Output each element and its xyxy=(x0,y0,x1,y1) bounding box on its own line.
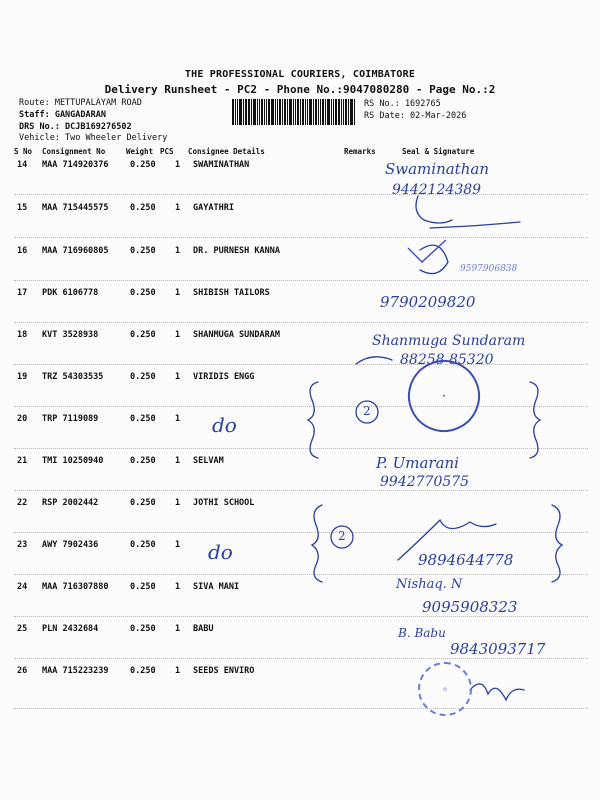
col-header-weight: Weight xyxy=(126,147,154,156)
circle-count: 2 xyxy=(363,404,371,418)
signature-phone: 9894644778 xyxy=(418,551,514,569)
row-pcs: 1 xyxy=(175,582,181,592)
row-consignment: MAA 714920376 xyxy=(42,160,109,170)
row-consignment: TRZ 54303535 xyxy=(42,372,104,382)
row-sno: 15 xyxy=(17,203,28,213)
vehicle-label: Vehicle: Two Wheeler Delivery xyxy=(19,133,168,143)
row-consignment: PDK 6106778 xyxy=(42,288,99,298)
row-pcs: 1 xyxy=(175,666,181,676)
row-weight: 0.250 xyxy=(130,246,156,256)
row-sno: 21 xyxy=(17,456,28,466)
signature-stroke xyxy=(416,196,520,228)
row-weight: 0.250 xyxy=(130,160,156,170)
row-pcs: 1 xyxy=(175,330,181,340)
row-weight: 0.250 xyxy=(130,414,156,424)
rs-date: RS Date: 02-Mar-2026 xyxy=(364,111,467,121)
row-consignee: GAYATHRI xyxy=(193,203,234,213)
row-sno: 20 xyxy=(17,414,28,424)
row-consignment: TRP 7119089 xyxy=(42,414,99,424)
row-sno: 17 xyxy=(17,288,28,298)
row-pcs: 1 xyxy=(175,288,181,298)
row-pcs: 1 xyxy=(175,624,181,634)
row-consignment: PLN 2432684 xyxy=(42,624,99,634)
row-pcs: 1 xyxy=(175,414,181,424)
row-weight: 0.250 xyxy=(130,624,156,634)
row-pcs: 1 xyxy=(175,372,181,382)
brace-right-mark xyxy=(552,505,562,582)
brace-left-mark xyxy=(312,505,322,582)
row-consignee: SEEDS ENVIRO xyxy=(193,666,255,676)
signature-phone: 9095908323 xyxy=(422,598,518,616)
signature-phone: 9942770575 xyxy=(380,474,470,490)
row-consignment: MAA 716307880 xyxy=(42,582,109,592)
runsheet-title: Delivery Runsheet - PC2 - Phone No.:9047080280 - Page No.:2 xyxy=(104,83,496,96)
circle-count: 2 xyxy=(338,529,346,543)
row-sno: 24 xyxy=(17,582,28,592)
signature-phone: 88258 85320 xyxy=(400,352,494,368)
row-sno: 26 xyxy=(17,666,28,676)
row-consignee: SHANMUGA SUNDARAM xyxy=(193,330,280,340)
row-weight: 0.250 xyxy=(130,540,156,550)
row-weight: 0.250 xyxy=(130,372,156,382)
col-header-consignee: Consignee Details xyxy=(188,147,265,156)
signature-phone: 9843093717 xyxy=(450,640,546,658)
col-header-remarks: Remarks xyxy=(344,147,376,156)
row-weight: 0.250 xyxy=(130,666,156,676)
signature-phone: 9790209820 xyxy=(380,293,476,311)
row-consignee: DR. PURNESH KANNA xyxy=(193,246,280,256)
signature-name: P. Umarani xyxy=(376,454,459,472)
row-consignee: SWAMINATHAN xyxy=(193,160,250,170)
row-consignment: TMI 10250940 xyxy=(42,456,104,466)
row-consignee: SELVAM xyxy=(193,456,224,466)
row-weight: 0.250 xyxy=(130,582,156,592)
signature-stroke xyxy=(470,684,524,700)
row-consignment: RSP 2002442 xyxy=(42,498,99,508)
row-consignee: SIVA MANI xyxy=(193,582,240,592)
row-consignment: KVT 3528938 xyxy=(42,330,99,340)
row-consignment: MAA 715223239 xyxy=(42,666,109,676)
signature-phone: 9442124389 xyxy=(392,182,482,198)
col-header-sno: S No xyxy=(14,147,33,156)
col-header-pcs: PCS xyxy=(160,147,174,156)
row-consignment: AWY 7902436 xyxy=(42,540,99,550)
ditto-mark: do xyxy=(208,540,233,564)
rs-number: RS No.: 1692765 xyxy=(364,99,441,109)
company-seal-stamp: ★ xyxy=(396,348,491,443)
row-sno: 23 xyxy=(17,540,28,550)
signature-name: Shanmuga Sundaram xyxy=(372,333,526,349)
signature-name: Nishaq. N xyxy=(396,577,463,592)
row-sno: 25 xyxy=(17,624,28,634)
row-weight: 0.250 xyxy=(130,498,156,508)
signature-name: B. Babu xyxy=(398,626,446,640)
tick-mark xyxy=(408,240,446,262)
row-consignee: JOTHI SCHOOL xyxy=(193,498,255,508)
ditto-mark: do xyxy=(212,413,237,437)
row-weight: 0.250 xyxy=(130,456,156,466)
row-weight: 0.250 xyxy=(130,330,156,340)
signature-name: Swaminathan xyxy=(385,160,489,178)
row-pcs: 1 xyxy=(175,203,181,213)
signature-stroke xyxy=(356,357,392,364)
row-consignee: SHIBISH TAILORS xyxy=(193,288,270,298)
row-pcs: 1 xyxy=(175,540,181,550)
signature-phone: 9597906838 xyxy=(460,264,518,274)
row-pcs: 1 xyxy=(175,160,181,170)
row-pcs: 1 xyxy=(175,246,181,256)
route-label: Route: METTUPALAYAM ROAD xyxy=(19,98,142,108)
row-sno: 16 xyxy=(17,246,28,256)
brace-right-mark xyxy=(530,382,540,458)
col-header-consignment: Consignment No xyxy=(42,147,106,156)
round-stamp: ◎ xyxy=(418,662,472,716)
company-title: THE PROFESSIONAL COURIERS, COIMBATORE xyxy=(184,69,416,80)
row-sno: 22 xyxy=(17,498,28,508)
row-consignment: MAA 715445575 xyxy=(42,203,109,213)
row-weight: 0.250 xyxy=(130,203,156,213)
row-consignee: VIRIDIS ENGG xyxy=(193,372,255,382)
drs-label: DRS No.: DCJB169276502 xyxy=(19,122,132,132)
row-consignee: BABU xyxy=(193,624,214,634)
row-sno: 19 xyxy=(17,372,28,382)
col-header-seal: Seal & Signature xyxy=(402,147,475,156)
brace-left-mark xyxy=(308,382,318,458)
row-consignment: MAA 716960805 xyxy=(42,246,109,256)
row-pcs: 1 xyxy=(175,498,181,508)
row-weight: 0.250 xyxy=(130,288,156,298)
row-pcs: 1 xyxy=(175,456,181,466)
staff-label: Staff: GANGADARAN xyxy=(19,110,106,120)
row-sno: 14 xyxy=(17,160,28,170)
row-sno: 18 xyxy=(17,330,28,340)
